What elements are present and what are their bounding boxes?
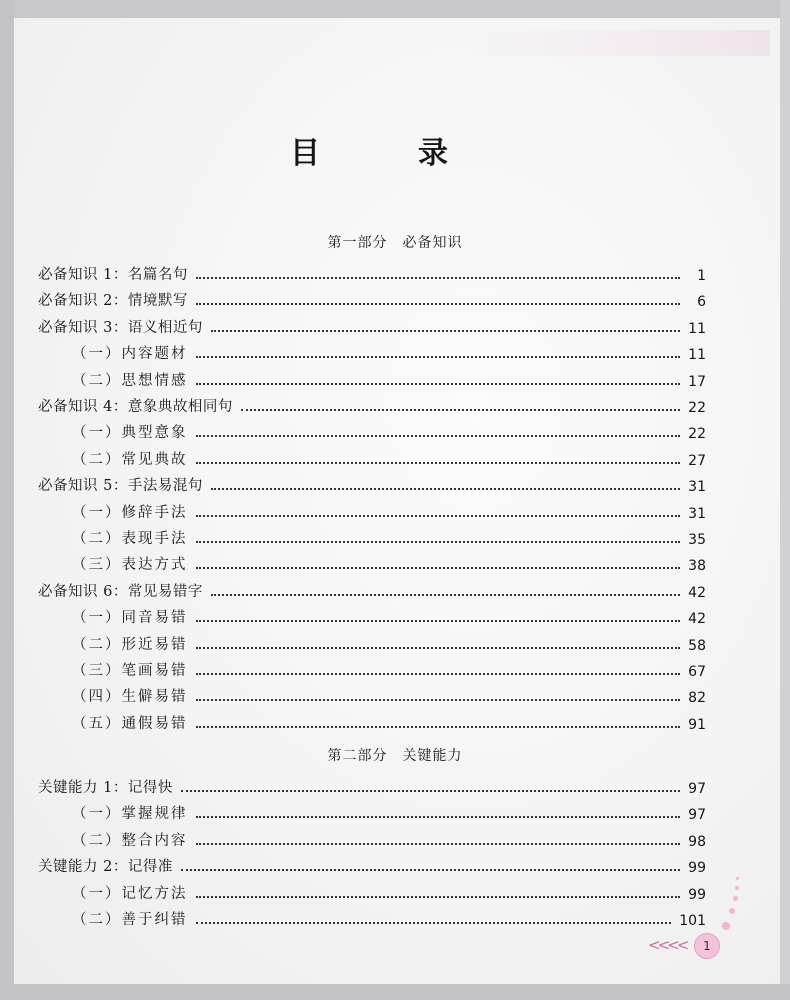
decorative-dot xyxy=(735,886,739,890)
toc-page-number: 17 xyxy=(688,373,706,390)
toc-subentry[interactable] xyxy=(72,368,706,390)
toc-entry[interactable] xyxy=(38,579,706,601)
toc-entry[interactable] xyxy=(38,315,706,337)
decorative-dot xyxy=(733,896,738,901)
part-heading: 第二部分 关键能力 xyxy=(327,748,463,764)
toc-page-number: 6 xyxy=(697,294,706,311)
toc-page-number: 35 xyxy=(688,532,706,548)
dot-leader xyxy=(196,515,681,517)
part-heading: 第一部分 必备知识 xyxy=(327,235,463,251)
dot-leader xyxy=(181,869,680,871)
toc-entry-label: （二）表现手法 xyxy=(72,531,188,547)
toc-page-number: 101 xyxy=(679,913,706,929)
toc-subentry[interactable] xyxy=(72,552,706,574)
toc-page-number: 42 xyxy=(688,611,706,628)
toc-entry[interactable] xyxy=(38,394,706,416)
dot-leader xyxy=(196,816,681,818)
toc-entry-label: 必备知识 4：意象典故相同句 xyxy=(38,399,233,415)
dot-leader xyxy=(196,435,681,437)
toc-page-number: 38 xyxy=(688,558,706,575)
dot-leader xyxy=(196,726,681,728)
scan-border-bottom xyxy=(0,984,790,1000)
dot-leader xyxy=(196,699,681,701)
toc-subentry[interactable] xyxy=(72,420,706,442)
toc-subentry[interactable] xyxy=(72,341,706,363)
dot-leader xyxy=(196,462,681,464)
scan-border-right xyxy=(780,0,790,1000)
toc-page-number: 31 xyxy=(688,479,706,496)
toc-subentry[interactable] xyxy=(72,605,706,627)
decorative-dot xyxy=(722,922,730,930)
toc-entry-label: （三）笔画易错 xyxy=(72,663,188,679)
toc-entry-label: （三）表达方式 xyxy=(72,557,188,574)
toc-subentry[interactable] xyxy=(72,801,706,823)
toc-entry[interactable] xyxy=(38,854,706,876)
dot-leader xyxy=(211,594,680,596)
dot-leader xyxy=(196,356,681,358)
dot-leader xyxy=(196,303,680,305)
toc-entry-label: 必备知识 3：语义相近句 xyxy=(38,319,203,336)
scan-border-top xyxy=(0,0,790,18)
toc-subentry[interactable] xyxy=(72,907,706,929)
toc-entry-label: 必备知识 5：手法易混句 xyxy=(38,478,203,495)
toc-page-number: 22 xyxy=(688,426,706,443)
toc-entry[interactable] xyxy=(38,775,706,797)
toc-entry-label: 关键能力 1：记得快 xyxy=(38,780,173,796)
toc-entry[interactable] xyxy=(38,473,706,495)
toc-page-number: 58 xyxy=(688,637,706,654)
dot-leader xyxy=(211,330,680,332)
toc-page-number: 67 xyxy=(688,664,706,680)
show-through-band xyxy=(470,30,770,56)
dot-leader xyxy=(196,277,680,279)
dot-leader xyxy=(196,922,672,924)
dot-leader xyxy=(181,790,680,792)
toc-page-number: 97 xyxy=(688,807,706,824)
toc-subentry[interactable] xyxy=(72,684,706,706)
toc-page-number: 91 xyxy=(688,716,706,733)
toc-subentry[interactable] xyxy=(72,711,706,733)
toc-subentry[interactable] xyxy=(72,447,706,469)
toc-entry-label: （一）修辞手法 xyxy=(72,504,188,521)
toc-page-number: 31 xyxy=(688,505,706,522)
dot-leader xyxy=(196,567,681,569)
toc-page-number: 99 xyxy=(688,860,706,877)
toc-entry-label: 必备知识 6：常见易错字 xyxy=(38,583,203,600)
toc-entry-label: 关键能力 2：记得准 xyxy=(38,859,173,876)
toc-entry[interactable] xyxy=(38,262,706,284)
toc-entry-label: （四）生僻易错 xyxy=(72,689,188,706)
toc-subentry[interactable] xyxy=(72,526,706,548)
toc-entry-label: （一）内容题材 xyxy=(72,346,188,363)
toc-entry-label: 必备知识 2：情境默写 xyxy=(38,293,188,310)
toc-page-number: 98 xyxy=(688,833,706,850)
toc-entry-label: （二）形近易错 xyxy=(72,636,188,653)
toc-page-number: 82 xyxy=(688,690,706,707)
toc-page-number: 42 xyxy=(688,584,706,601)
dot-leader xyxy=(196,673,681,675)
toc-entry-label: （一）记忆方法 xyxy=(72,885,188,902)
dot-leader xyxy=(241,409,680,411)
dot-leader xyxy=(211,488,680,490)
toc-subentry[interactable] xyxy=(72,828,706,850)
toc-entry-label: （二）常见典故 xyxy=(72,451,188,468)
dot-leader xyxy=(196,620,681,622)
toc-entry-label: （二）整合内容 xyxy=(72,832,188,849)
toc-subentry[interactable] xyxy=(72,658,706,680)
toc-subentry[interactable] xyxy=(72,632,706,654)
footer-arrows-icon: <<<< xyxy=(648,936,687,954)
toc-subentry[interactable] xyxy=(72,500,706,522)
page-number-badge: 1 xyxy=(694,933,720,959)
decorative-dot xyxy=(736,877,739,880)
dot-leader xyxy=(196,843,681,845)
dot-leader xyxy=(196,541,681,543)
toc-page-number: 27 xyxy=(688,452,706,469)
toc-page-number: 97 xyxy=(688,781,706,797)
dot-leader xyxy=(196,896,681,898)
toc-entry-label: （一）掌握规律 xyxy=(72,806,188,823)
toc-page-number: 11 xyxy=(688,347,706,364)
toc-entry-label: （二）思想情感 xyxy=(72,372,188,389)
toc-entry-label: （一）典型意象 xyxy=(72,425,188,442)
toc-title: 目 录 xyxy=(290,136,482,171)
toc-entry[interactable] xyxy=(38,288,706,310)
toc-entry-label: 必备知识 1：名篇名句 xyxy=(38,267,188,283)
dot-leader xyxy=(196,383,681,385)
toc-page-number: 99 xyxy=(688,886,706,903)
decorative-dot xyxy=(729,908,735,914)
toc-page-number: 1 xyxy=(697,268,706,284)
toc-subentry[interactable] xyxy=(72,881,706,903)
dot-leader xyxy=(196,647,681,649)
toc-page-number: 22 xyxy=(688,400,706,416)
toc-page-number: 11 xyxy=(688,320,706,337)
toc-entry-label: （五）通假易错 xyxy=(72,715,188,732)
toc-entry-label: （一）同音易错 xyxy=(72,610,188,627)
scan-border-left xyxy=(0,0,14,1000)
toc-entry-label: （二）善于纠错 xyxy=(72,912,188,928)
